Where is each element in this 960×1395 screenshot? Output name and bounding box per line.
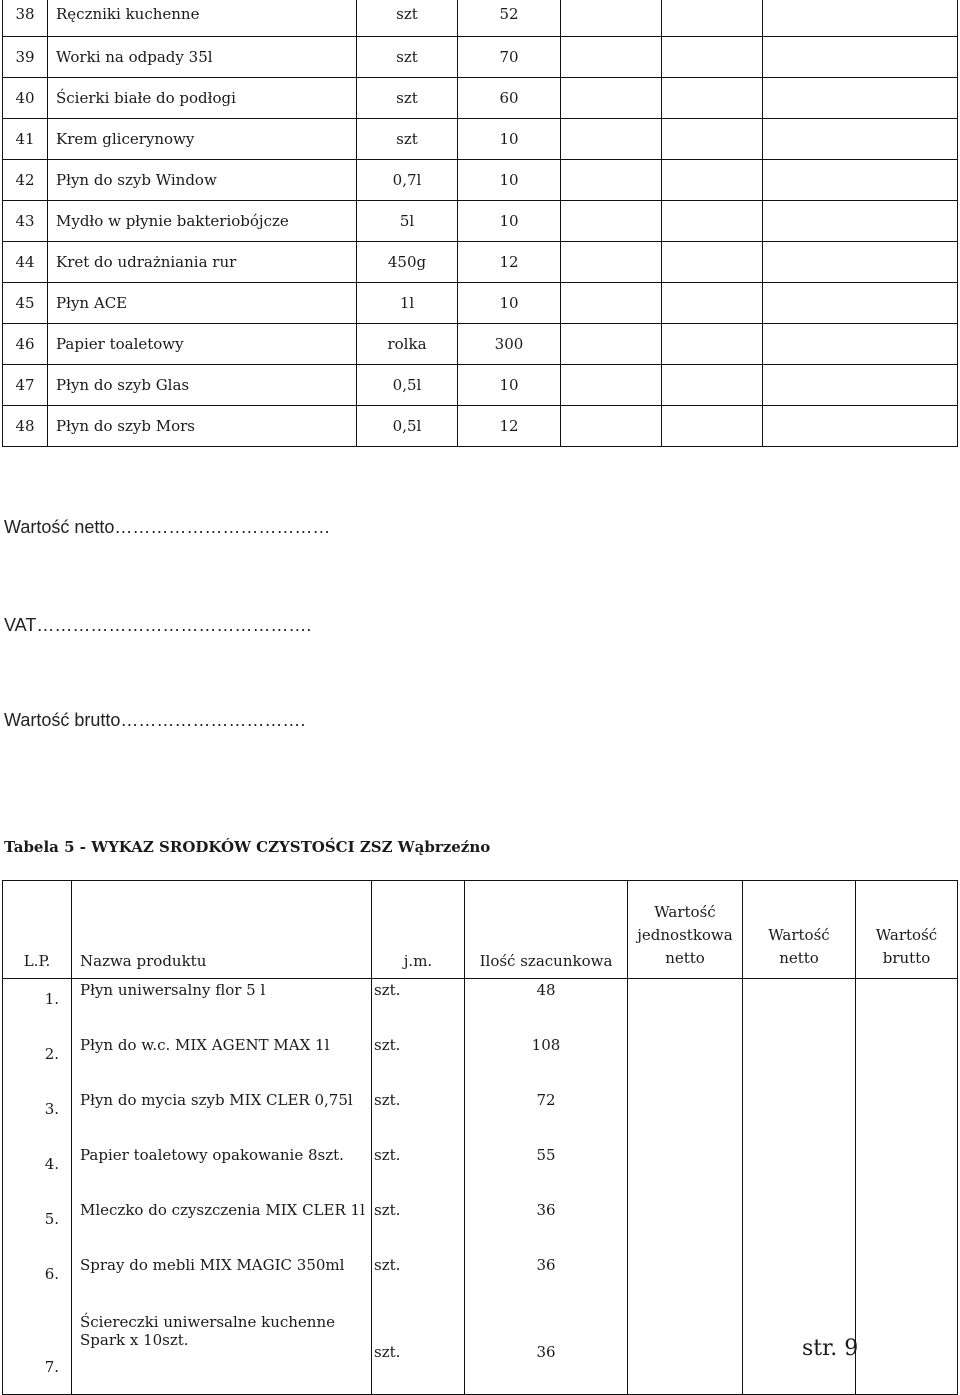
row-name: Płyn do szyb Mors [48,406,357,447]
empty-cell[interactable] [763,78,958,119]
header-unit-net-value [628,881,743,979]
header-qty: Ilość szacunkowa [465,881,628,979]
row-qty: 10 [458,283,561,324]
header-unit: j.m. [372,881,465,979]
table-caption: Tabela 5 - WYKAZ SRODKÓW CZYSTOŚCI ZSZ Wąbrzeźno [4,838,491,856]
empty-cell[interactable] [856,1144,958,1199]
empty-cell[interactable] [561,242,662,283]
row-unit: 5l [357,201,458,242]
empty-cell[interactable] [628,1309,743,1395]
table-row [3,0,958,37]
header-text: jednostkowa [637,926,733,944]
row-name: Płyn uniwersalny flor 5 l [72,979,372,1035]
empty-cell[interactable] [763,324,958,365]
row-lp: 1. [3,979,72,1035]
row-name: Płyn do mycia szyb MIX CLER 0,75l [72,1089,372,1144]
row-qty: 60 [458,78,561,119]
row-unit: 0,5l [357,406,458,447]
row-qty: 300 [458,324,561,365]
row-lp: 42 [3,160,48,201]
row-name: Płyn ACE [48,283,357,324]
empty-cell[interactable] [628,1034,743,1089]
empty-cell[interactable] [856,1034,958,1089]
row-qty: 72 [465,1089,628,1144]
empty-cell[interactable] [628,1144,743,1199]
row-qty: 55 [465,1144,628,1199]
empty-cell[interactable] [856,1199,958,1254]
row-lp: 4. [3,1144,72,1199]
empty-cell[interactable] [561,78,662,119]
row-unit: szt. [372,979,465,1035]
table-row [3,1254,958,1309]
empty-cell[interactable] [763,37,958,78]
empty-cell[interactable] [662,283,763,324]
row-unit: 1l [357,283,458,324]
empty-cell[interactable] [763,283,958,324]
row-qty: 36 [465,1199,628,1254]
summary-vat: VAT………………………………………. [4,615,312,635]
empty-cell[interactable] [743,1034,856,1089]
empty-cell[interactable] [743,1254,856,1309]
empty-cell[interactable] [856,1254,958,1309]
row-lp: 47 [3,365,48,406]
row-unit: szt [357,78,458,119]
empty-cell[interactable] [743,1144,856,1199]
row-name-line: Spark x 10szt. [80,1331,189,1349]
header-text: Wartość [654,903,716,921]
header-text: netto [665,949,705,967]
row-unit: szt [357,37,458,78]
page-number: str. 9 [802,1336,859,1361]
empty-cell[interactable] [662,0,763,37]
empty-cell[interactable] [763,0,958,37]
row-name: Papier toaletowy [48,324,357,365]
row-unit: 0,7l [357,160,458,201]
row-lp: 48 [3,406,48,447]
table-row [3,160,958,201]
header-text: Wartość [768,926,830,944]
row-qty: 12 [458,242,561,283]
empty-cell[interactable] [662,78,763,119]
table-row [3,979,958,1035]
header-name: Nazwa produktu [72,881,372,979]
empty-cell[interactable] [628,979,743,1035]
table-header-row [3,881,958,979]
empty-cell[interactable] [561,160,662,201]
empty-cell[interactable] [628,1089,743,1144]
row-unit: 450g [357,242,458,283]
row-name: Płyn do w.c. MIX AGENT MAX 1l [72,1034,372,1089]
empty-cell[interactable] [561,406,662,447]
row-lp: 45 [3,283,48,324]
row-lp: 7. [3,1309,72,1395]
row-qty: 52 [458,0,561,37]
row-unit: szt. [372,1199,465,1254]
empty-cell[interactable] [662,37,763,78]
table-row [3,1089,958,1144]
row-unit: szt. [372,1254,465,1309]
row-lp: 5. [3,1199,72,1254]
row-name [72,1309,372,1395]
empty-cell[interactable] [662,242,763,283]
row-lp: 39 [3,37,48,78]
empty-cell[interactable] [662,119,763,160]
empty-cell[interactable] [763,201,958,242]
header-gross-value [856,881,958,979]
row-unit: rolka [357,324,458,365]
row-lp: 2. [3,1034,72,1089]
row-name: Papier toaletowy opakowanie 8szt. [72,1144,372,1199]
table-row [3,78,958,119]
empty-cell[interactable] [628,1199,743,1254]
cleaning-products-table [2,880,958,1395]
empty-cell[interactable] [628,1254,743,1309]
empty-cell[interactable] [856,1089,958,1144]
empty-cell[interactable] [561,0,662,37]
table-row [3,201,958,242]
table-row [3,1199,958,1254]
row-unit: szt. [372,1034,465,1089]
row-name-line: Ściereczki uniwersalne kuchenne [80,1313,335,1331]
row-lp: 3. [3,1089,72,1144]
empty-cell[interactable] [662,324,763,365]
empty-cell[interactable] [561,119,662,160]
empty-cell[interactable] [763,365,958,406]
summary-brutto: Wartość brutto…………………………. [4,710,306,730]
empty-cell[interactable] [743,1089,856,1144]
empty-cell[interactable] [743,979,856,1035]
header-net-value [743,881,856,979]
empty-cell[interactable] [743,1199,856,1254]
row-lp: 44 [3,242,48,283]
empty-cell[interactable] [763,160,958,201]
table-row [3,242,958,283]
row-lp: 40 [3,78,48,119]
table-row [3,1144,958,1199]
header-text: netto [779,949,819,967]
empty-cell[interactable] [763,242,958,283]
row-qty: 70 [458,37,561,78]
empty-cell[interactable] [763,406,958,447]
table-row [3,406,958,447]
row-name: Ścierki białe do podłogi [48,78,357,119]
empty-cell[interactable] [662,365,763,406]
table-row [3,119,958,160]
header-text: Wartość [875,926,938,944]
empty-cell[interactable] [561,37,662,78]
summary-netto: Wartość netto……………………………… [4,517,331,537]
row-unit: szt [357,119,458,160]
products-table-continued [2,0,958,447]
empty-cell[interactable] [662,160,763,201]
row-unit: szt. [372,1144,465,1199]
row-name: Krem glicerynowy [48,119,357,160]
row-qty: 36 [465,1254,628,1309]
table-row [3,365,958,406]
row-lp: 6. [3,1254,72,1309]
row-name: Spray do mebli MIX MAGIC 350ml [72,1254,372,1309]
table-row [3,324,958,365]
row-name: Płyn do szyb Glas [48,365,357,406]
table-row [3,1034,958,1089]
row-lp: 46 [3,324,48,365]
header-text: brutto [882,949,931,967]
empty-cell[interactable] [763,119,958,160]
empty-cell[interactable] [561,201,662,242]
row-qty: 10 [458,119,561,160]
empty-cell[interactable] [856,979,958,1035]
empty-cell[interactable] [856,1309,958,1395]
row-unit: szt. [372,1309,465,1395]
row-name: Kret do udrażniania rur [48,242,357,283]
row-qty: 10 [458,160,561,201]
row-qty: 36 [465,1309,628,1395]
row-unit: szt [357,0,458,37]
row-name: Płyn do szyb Window [48,160,357,201]
table-row [3,37,958,78]
empty-cell[interactable] [662,406,763,447]
row-qty: 10 [458,201,561,242]
empty-cell[interactable] [561,365,662,406]
row-qty: 10 [458,365,561,406]
row-name: Mleczko do czyszczenia MIX CLER 1l [72,1199,372,1254]
row-unit: szt. [372,1089,465,1144]
row-qty: 108 [465,1034,628,1089]
empty-cell[interactable] [561,324,662,365]
row-name: Mydło w płynie bakteriobójcze [48,201,357,242]
row-lp: 41 [3,119,48,160]
row-name: Ręczniki kuchenne [48,0,357,37]
row-name: Worki na odpady 35l [48,37,357,78]
row-unit: 0,5l [357,365,458,406]
row-qty: 12 [458,406,561,447]
header-lp: L.P. [3,881,72,979]
row-lp: 43 [3,201,48,242]
empty-cell[interactable] [561,283,662,324]
row-lp: 38 [3,0,48,37]
empty-cell[interactable] [662,201,763,242]
table-row [3,283,958,324]
row-qty: 48 [465,979,628,1035]
